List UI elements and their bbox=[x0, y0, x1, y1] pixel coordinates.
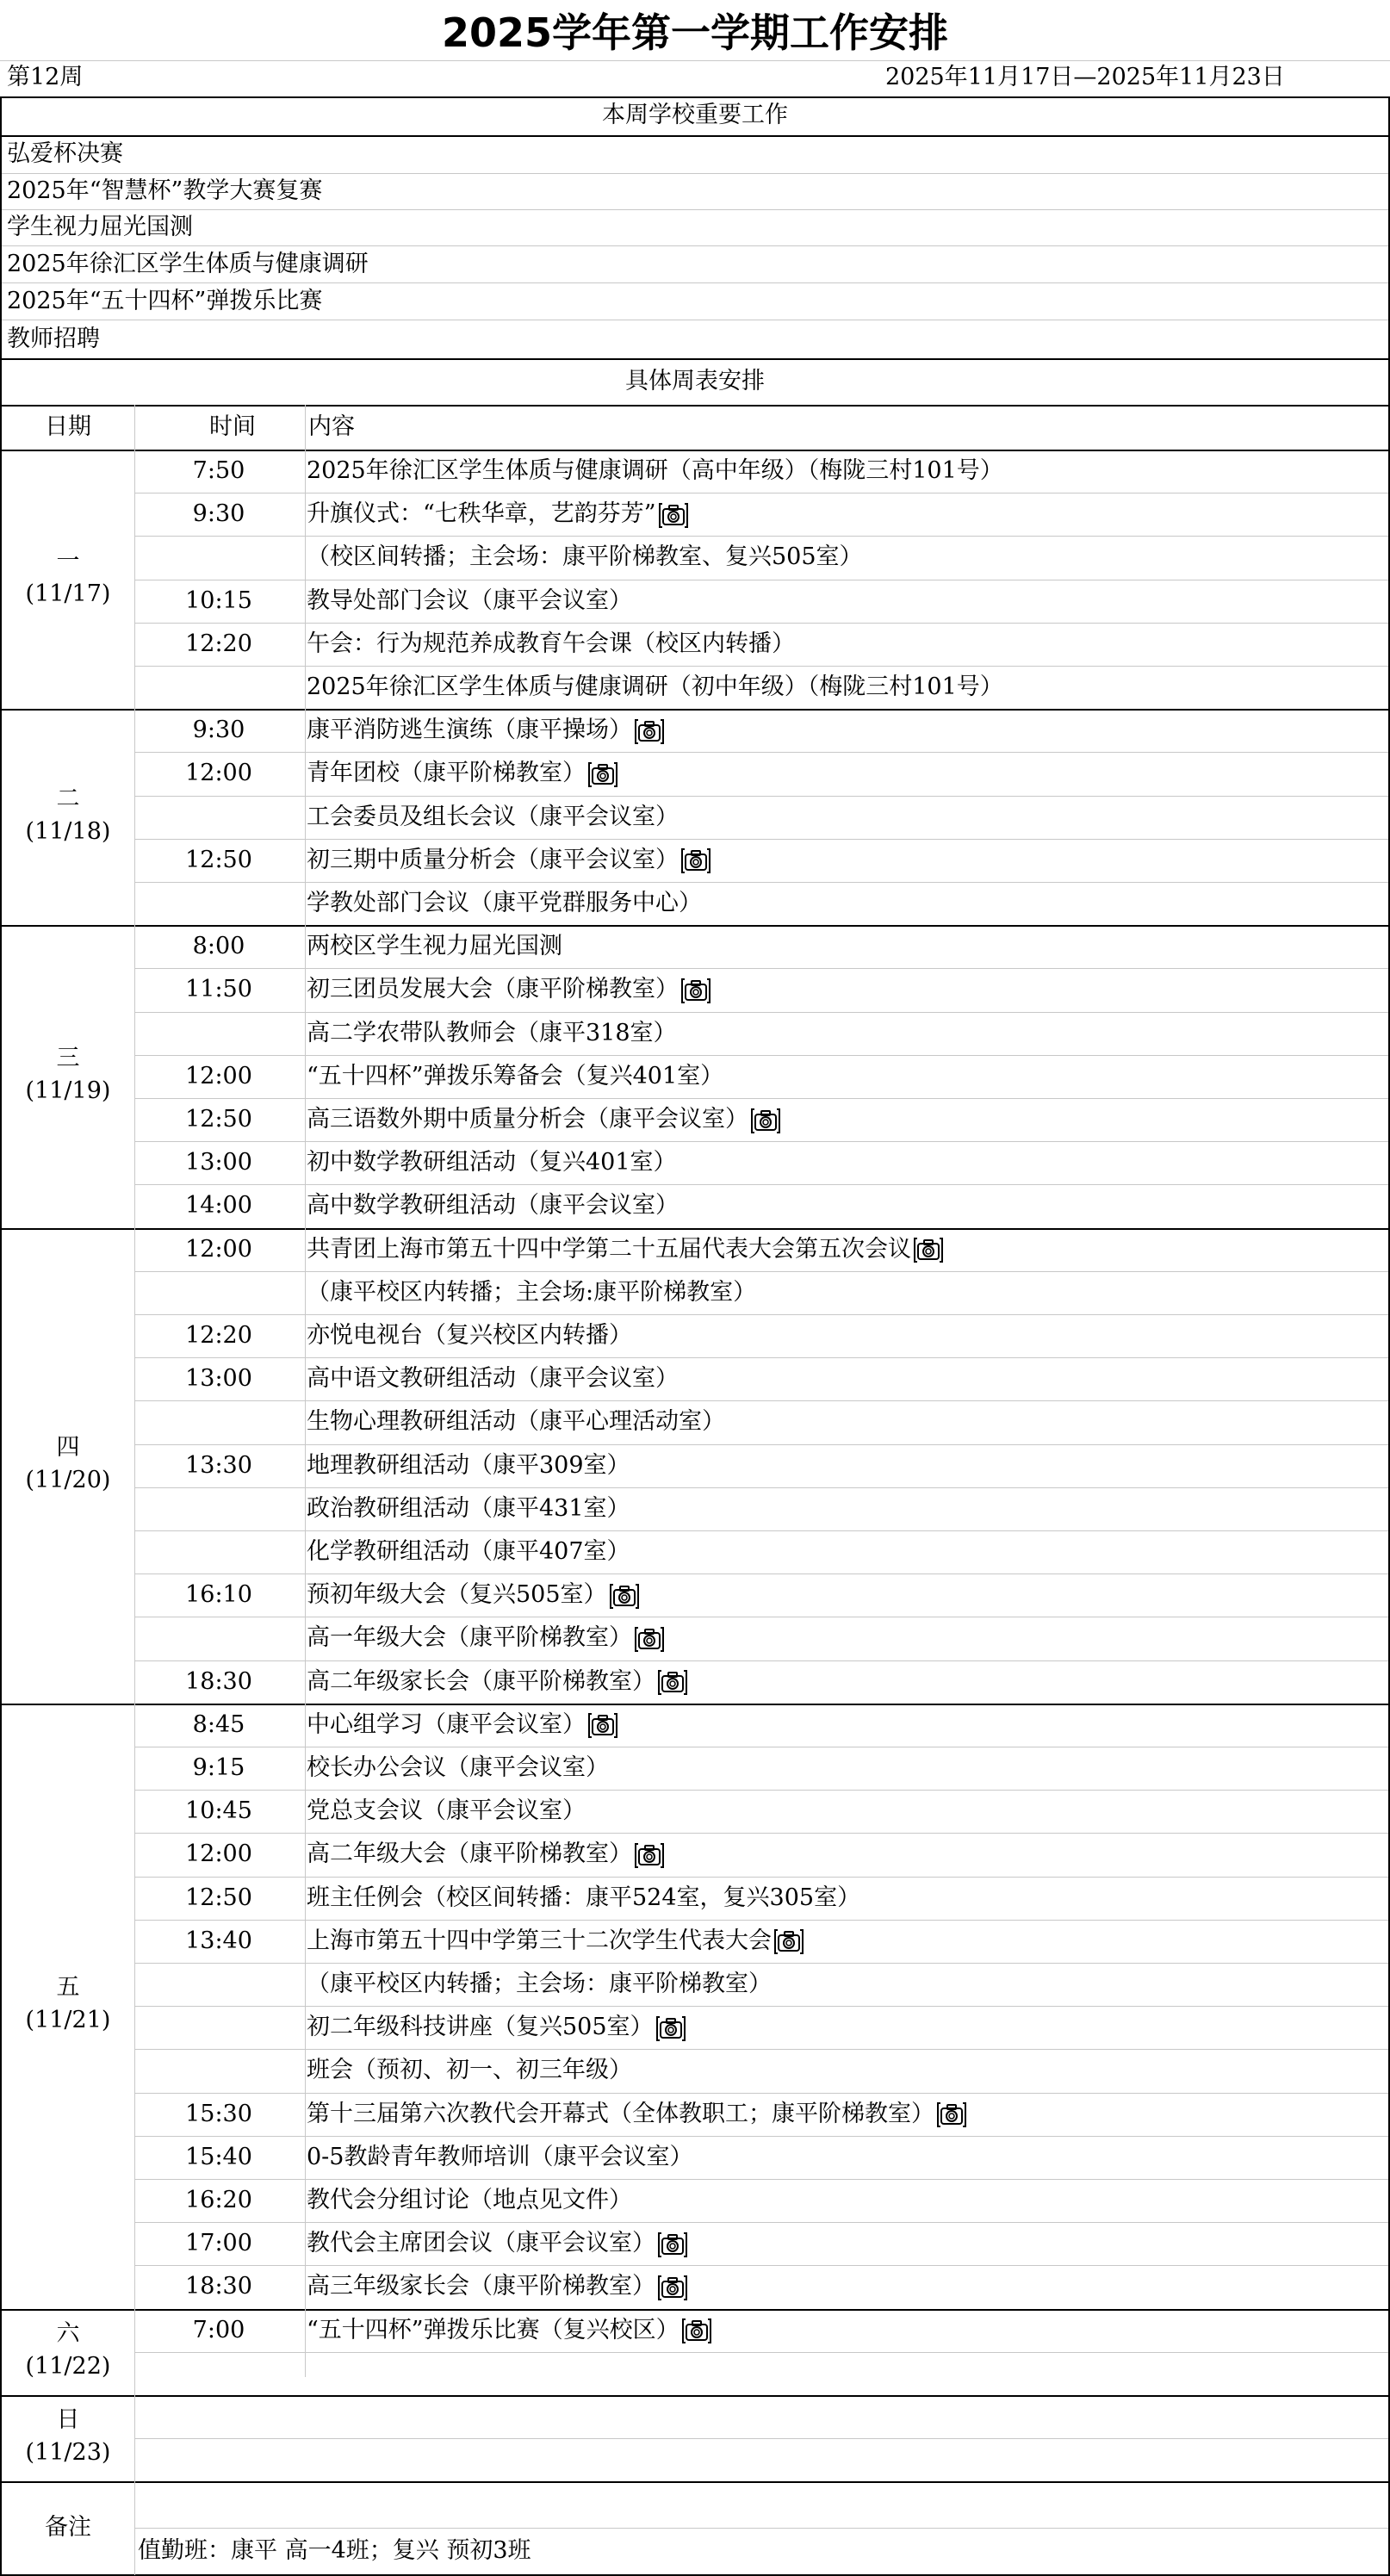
content-text: 教代会主席团会议（康平会议室） bbox=[307, 2230, 655, 2257]
important-item: 2025年徐汇区学生体质与健康调研 bbox=[7, 251, 369, 277]
content-text: 初中数学教研组活动（复兴401室） bbox=[307, 1149, 677, 1176]
table-row bbox=[0, 2006, 1390, 2049]
content-text: “五十四杯”弹拨乐比赛（复兴校区） bbox=[307, 2316, 679, 2343]
content-text: 亦悦电视台（复兴校区内转播） bbox=[307, 1322, 632, 1349]
content-text: 共青团上海市第五十四中学第二十五届代表大会第五次会议 bbox=[307, 1235, 911, 1263]
content-text: 班会（预初、初一、初三年级） bbox=[307, 2057, 632, 2084]
content-text: 第十三届第六次教代会开幕式（全体教职工；康平阶梯教室） bbox=[307, 2100, 934, 2127]
content-text: 高中数学教研组活动（康平会议室） bbox=[307, 1192, 679, 1220]
table-row bbox=[0, 796, 1390, 839]
content-text: （康平校区内转播；主会场:康平阶梯教室） bbox=[307, 1278, 757, 1306]
content-text: 校长办公会议（康平会议室） bbox=[307, 1754, 609, 1781]
table-row bbox=[0, 1228, 1390, 1271]
content-cell bbox=[307, 623, 795, 666]
camera-icon bbox=[680, 846, 711, 875]
table-row bbox=[0, 2049, 1390, 2092]
schedule-header: 具体周表安排 bbox=[625, 368, 765, 394]
content-cell bbox=[307, 925, 562, 968]
day-name: 二 bbox=[56, 785, 80, 812]
day-name: 三 bbox=[56, 1044, 80, 1071]
camera-icon bbox=[587, 1710, 618, 1740]
time-cell: 12:00 bbox=[185, 1235, 252, 1263]
content-text: 0-5教龄青年教师培训（康平会议室） bbox=[307, 2143, 693, 2170]
content-cell bbox=[307, 1747, 609, 1790]
content-cell bbox=[307, 2222, 688, 2265]
day-name: 六 bbox=[56, 2319, 80, 2347]
table-row bbox=[0, 1530, 1390, 1574]
content-cell bbox=[307, 2179, 632, 2222]
table-row bbox=[0, 2136, 1390, 2179]
camera-icon bbox=[936, 2100, 967, 2129]
table-row bbox=[0, 2179, 1390, 2222]
content-text: 午会：行为规范养成教育午会课（校区内转播） bbox=[307, 630, 795, 657]
table-row bbox=[0, 1314, 1390, 1357]
content-cell bbox=[307, 1963, 772, 2006]
table-row bbox=[0, 623, 1390, 666]
content-cell bbox=[307, 2093, 967, 2136]
content-cell bbox=[307, 450, 1003, 493]
content-cell bbox=[307, 2309, 712, 2352]
content-text: 初三期中质量分析会（康平会议室） bbox=[307, 846, 679, 873]
table-row bbox=[0, 968, 1390, 1011]
content-text: 教导处部门会议（康平会议室） bbox=[307, 587, 632, 614]
content-text: 高三语数外期中质量分析会（康平会议室） bbox=[307, 1106, 748, 1133]
content-cell bbox=[307, 796, 679, 839]
content-text: 青年团校（康平阶梯教室） bbox=[307, 760, 586, 787]
time-cell: 14:00 bbox=[185, 1192, 252, 1220]
time-cell: 13:00 bbox=[185, 1149, 252, 1176]
table-row bbox=[0, 839, 1390, 882]
content-cell bbox=[307, 1660, 688, 1704]
camera-icon bbox=[655, 2014, 686, 2043]
camera-icon bbox=[587, 760, 618, 789]
table-row bbox=[0, 1444, 1390, 1487]
time-cell: 9:30 bbox=[192, 500, 245, 528]
time-cell: 9:30 bbox=[192, 717, 245, 744]
content-text: 工会委员及组长会议（康平会议室） bbox=[307, 803, 679, 830]
important-header: 本周学校重要工作 bbox=[602, 102, 788, 128]
time-cell: 12:20 bbox=[185, 1322, 252, 1349]
table-row bbox=[0, 1098, 1390, 1141]
content-cell bbox=[307, 882, 702, 925]
time-cell: 10:15 bbox=[185, 587, 252, 614]
content-text: 初二年级科技讲座（复兴505室） bbox=[307, 2014, 654, 2041]
table-row bbox=[0, 2222, 1390, 2265]
duty-class: 值勤班：康平 高一4班；复兴 预初3班 bbox=[138, 2537, 531, 2565]
time-cell: 18:30 bbox=[185, 1667, 252, 1695]
table-row bbox=[0, 925, 1390, 968]
time-cell: 16:20 bbox=[185, 2187, 252, 2213]
content-text: （校区间转播；主会场：康平阶梯教室、复兴505室） bbox=[307, 543, 863, 571]
day-date: (11/20) bbox=[25, 1466, 111, 1493]
content-cell bbox=[307, 752, 618, 795]
important-item: 教师招聘 bbox=[7, 326, 100, 352]
content-cell bbox=[307, 1271, 756, 1314]
table-row bbox=[0, 1963, 1390, 2006]
table-row bbox=[0, 1617, 1390, 1660]
table-row bbox=[0, 1747, 1390, 1790]
content-text: 2025年徐汇区学生体质与健康调研（初中年级）（梅陇三村101号） bbox=[307, 673, 1003, 700]
content-text: 党总支会议（康平会议室） bbox=[307, 1797, 586, 1825]
table-row bbox=[0, 1920, 1390, 1963]
table-row bbox=[0, 1704, 1390, 1747]
content-text: 教代会分组讨论（地点见文件） bbox=[307, 2187, 632, 2213]
content-text: 初三团员发展大会（康平阶梯教室） bbox=[307, 976, 679, 1003]
content-cell bbox=[307, 493, 689, 536]
camera-icon bbox=[657, 1667, 688, 1697]
time-cell: 8:45 bbox=[192, 1710, 245, 1738]
content-cell bbox=[307, 1530, 630, 1574]
table-row bbox=[0, 2352, 1390, 2395]
table-row bbox=[0, 1660, 1390, 1704]
content-cell bbox=[307, 1444, 630, 1487]
camera-icon bbox=[750, 1106, 781, 1135]
content-text: 政治教研组活动（康平431室） bbox=[307, 1494, 630, 1522]
content-text: 班主任例会（校区间转播：康平524室，复兴305室） bbox=[307, 1884, 861, 1911]
table-row bbox=[0, 882, 1390, 925]
content-cell bbox=[307, 1877, 860, 1920]
table-row bbox=[0, 1012, 1390, 1055]
time-cell: 12:00 bbox=[185, 1840, 252, 1868]
grid-line-thin bbox=[0, 60, 1390, 61]
content-text: 生物心理教研组活动（康平心理活动室） bbox=[307, 1408, 725, 1436]
table-row bbox=[0, 1055, 1390, 1098]
important-item: 学生视力屈光国测 bbox=[7, 214, 193, 240]
content-text: 高三年级家长会（康平阶梯教室） bbox=[307, 2273, 655, 2300]
camera-icon bbox=[657, 2273, 688, 2302]
content-text: 学教处部门会议（康平党群服务中心） bbox=[307, 890, 702, 916]
table-row bbox=[0, 2438, 1390, 2481]
content-text: 上海市第五十四中学第三十二次学生代表大会 bbox=[307, 1927, 772, 1954]
table-row bbox=[0, 2309, 1390, 2352]
table-row bbox=[0, 536, 1390, 579]
content-cell bbox=[307, 1141, 677, 1184]
table-row bbox=[0, 709, 1390, 752]
table-row bbox=[0, 666, 1390, 709]
content-cell bbox=[307, 1790, 586, 1833]
time-cell: 9:15 bbox=[192, 1754, 245, 1781]
content-text: 高一年级大会（康平阶梯教室） bbox=[307, 1624, 632, 1652]
time-cell: 13:00 bbox=[185, 1365, 252, 1393]
day-date: (11/18) bbox=[25, 817, 111, 845]
col-header-date: 日期 bbox=[45, 413, 91, 440]
content-cell bbox=[307, 2006, 686, 2049]
content-text: 2025年徐汇区学生体质与健康调研（高中年级）（梅陇三村101号） bbox=[307, 457, 1003, 484]
content-cell bbox=[307, 1487, 630, 1530]
table-row bbox=[0, 752, 1390, 795]
important-item: 2025年“智慧杯”教学大赛复赛 bbox=[7, 177, 323, 204]
day-name: 日 bbox=[56, 2406, 80, 2434]
camera-icon bbox=[609, 1581, 640, 1611]
content-text: 高二年级家长会（康平阶梯教室） bbox=[307, 1667, 655, 1695]
camera-icon bbox=[658, 500, 689, 530]
week-number: 第12周 bbox=[7, 64, 84, 90]
time-cell: 7:00 bbox=[192, 2316, 245, 2343]
content-text: 两校区学生视力屈光国测 bbox=[307, 933, 562, 960]
time-cell: 12:00 bbox=[185, 760, 252, 787]
day-name: 五 bbox=[56, 1974, 80, 2002]
content-text: 高二学农带队教师会（康平318室） bbox=[307, 1019, 677, 1046]
col-header-time: 时间 bbox=[209, 413, 256, 440]
table-row bbox=[0, 1574, 1390, 1617]
time-cell: 10:45 bbox=[185, 1797, 252, 1825]
remarks-label: 备注 bbox=[45, 2514, 91, 2542]
table-row bbox=[0, 1877, 1390, 1920]
time-cell: 8:00 bbox=[192, 933, 245, 960]
content-cell bbox=[307, 1184, 679, 1227]
important-item: 2025年“五十四杯”弹拨乐比赛 bbox=[7, 288, 323, 314]
time-cell: 13:30 bbox=[185, 1451, 252, 1479]
content-text: “五十四杯”弹拨乐筹备会（复兴401室） bbox=[307, 1062, 724, 1089]
camera-icon bbox=[913, 1235, 944, 1264]
day-date: (11/17) bbox=[25, 580, 111, 607]
grid-line-thin bbox=[0, 209, 1390, 210]
content-cell bbox=[307, 580, 632, 623]
time-cell: 12:50 bbox=[185, 1884, 252, 1911]
content-cell bbox=[307, 2049, 632, 2092]
table-row bbox=[0, 1833, 1390, 1876]
table-row bbox=[0, 450, 1390, 493]
table-row bbox=[0, 1271, 1390, 1314]
camera-icon bbox=[634, 1840, 665, 1870]
content-cell bbox=[307, 1704, 618, 1747]
content-cell bbox=[307, 666, 1003, 709]
col-header-content: 内容 bbox=[308, 413, 355, 440]
camera-icon bbox=[634, 1624, 665, 1654]
table-row bbox=[0, 1141, 1390, 1184]
page-title: 2025学年第一学期工作安排 bbox=[441, 9, 949, 56]
time-cell: 16:10 bbox=[185, 1581, 252, 1609]
content-cell bbox=[307, 1098, 781, 1141]
date-range: 2025年11月17日—2025年11月23日 bbox=[885, 64, 1285, 90]
content-cell bbox=[307, 1400, 725, 1443]
time-cell: 12:50 bbox=[185, 1106, 252, 1133]
table-row bbox=[0, 1790, 1390, 1833]
content-text: 化学教研组活动（康平407室） bbox=[307, 1538, 630, 1565]
content-cell bbox=[307, 1617, 665, 1660]
table-row bbox=[0, 493, 1390, 536]
table-row bbox=[0, 1487, 1390, 1530]
day-name: 四 bbox=[56, 1433, 80, 1461]
time-cell: 17:00 bbox=[185, 2230, 252, 2257]
time-cell: 15:30 bbox=[185, 2100, 252, 2127]
camera-icon bbox=[634, 717, 665, 746]
time-cell: 12:00 bbox=[185, 1062, 252, 1089]
time-cell: 11:50 bbox=[185, 976, 252, 1003]
day-date: (11/23) bbox=[25, 2439, 111, 2467]
content-cell bbox=[307, 536, 863, 579]
content-cell bbox=[307, 1833, 665, 1876]
table-row bbox=[0, 2265, 1390, 2308]
camera-icon bbox=[680, 976, 711, 1005]
content-cell bbox=[307, 2136, 692, 2179]
grid-line bbox=[0, 2481, 1390, 2483]
day-date: (11/22) bbox=[25, 2352, 111, 2380]
content-cell bbox=[307, 1920, 804, 1963]
time-cell: 13:40 bbox=[185, 1927, 252, 1954]
grid-line bbox=[0, 135, 1390, 137]
camera-icon bbox=[657, 2230, 688, 2259]
content-cell bbox=[307, 1012, 677, 1055]
content-text: 升旗仪式：“七秩华章，艺韵芬芳” bbox=[307, 500, 656, 528]
time-cell: 12:50 bbox=[185, 846, 252, 873]
content-cell bbox=[307, 709, 665, 752]
table-row bbox=[0, 2395, 1390, 2438]
table-row bbox=[0, 2093, 1390, 2136]
content-text: （康平校区内转播；主会场：康平阶梯教室） bbox=[307, 1971, 772, 1997]
camera-icon bbox=[773, 1927, 804, 1956]
content-text: 中心组学习（康平会议室） bbox=[307, 1710, 586, 1738]
important-item: 弘爱杯决赛 bbox=[7, 140, 123, 167]
content-text: 康平消防逃生演练（康平操场） bbox=[307, 717, 632, 744]
table-row bbox=[0, 1184, 1390, 1227]
content-cell bbox=[307, 968, 711, 1011]
content-cell bbox=[307, 2265, 688, 2308]
content-cell bbox=[307, 1574, 640, 1617]
content-text: 高二年级大会（康平阶梯教室） bbox=[307, 1840, 632, 1868]
content-cell bbox=[307, 1357, 679, 1400]
content-cell bbox=[307, 1228, 944, 1271]
day-date: (11/19) bbox=[25, 1077, 111, 1104]
day-name: 一 bbox=[56, 547, 80, 574]
time-cell: 15:40 bbox=[185, 2143, 252, 2170]
table-row bbox=[0, 1400, 1390, 1443]
content-cell bbox=[307, 1055, 723, 1098]
time-cell: 7:50 bbox=[192, 457, 245, 484]
time-cell: 12:20 bbox=[185, 630, 252, 657]
camera-icon bbox=[681, 2316, 712, 2345]
time-cell: 18:30 bbox=[185, 2273, 252, 2300]
table-row bbox=[0, 1357, 1390, 1400]
content-cell bbox=[307, 1314, 632, 1357]
day-date: (11/21) bbox=[25, 2007, 111, 2034]
content-cell bbox=[307, 839, 711, 882]
content-text: 地理教研组活动（康平309室） bbox=[307, 1451, 630, 1479]
table-row bbox=[0, 580, 1390, 623]
content-text: 高中语文教研组活动（康平会议室） bbox=[307, 1365, 679, 1393]
content-text: 预初年级大会（复兴505室） bbox=[307, 1581, 607, 1609]
